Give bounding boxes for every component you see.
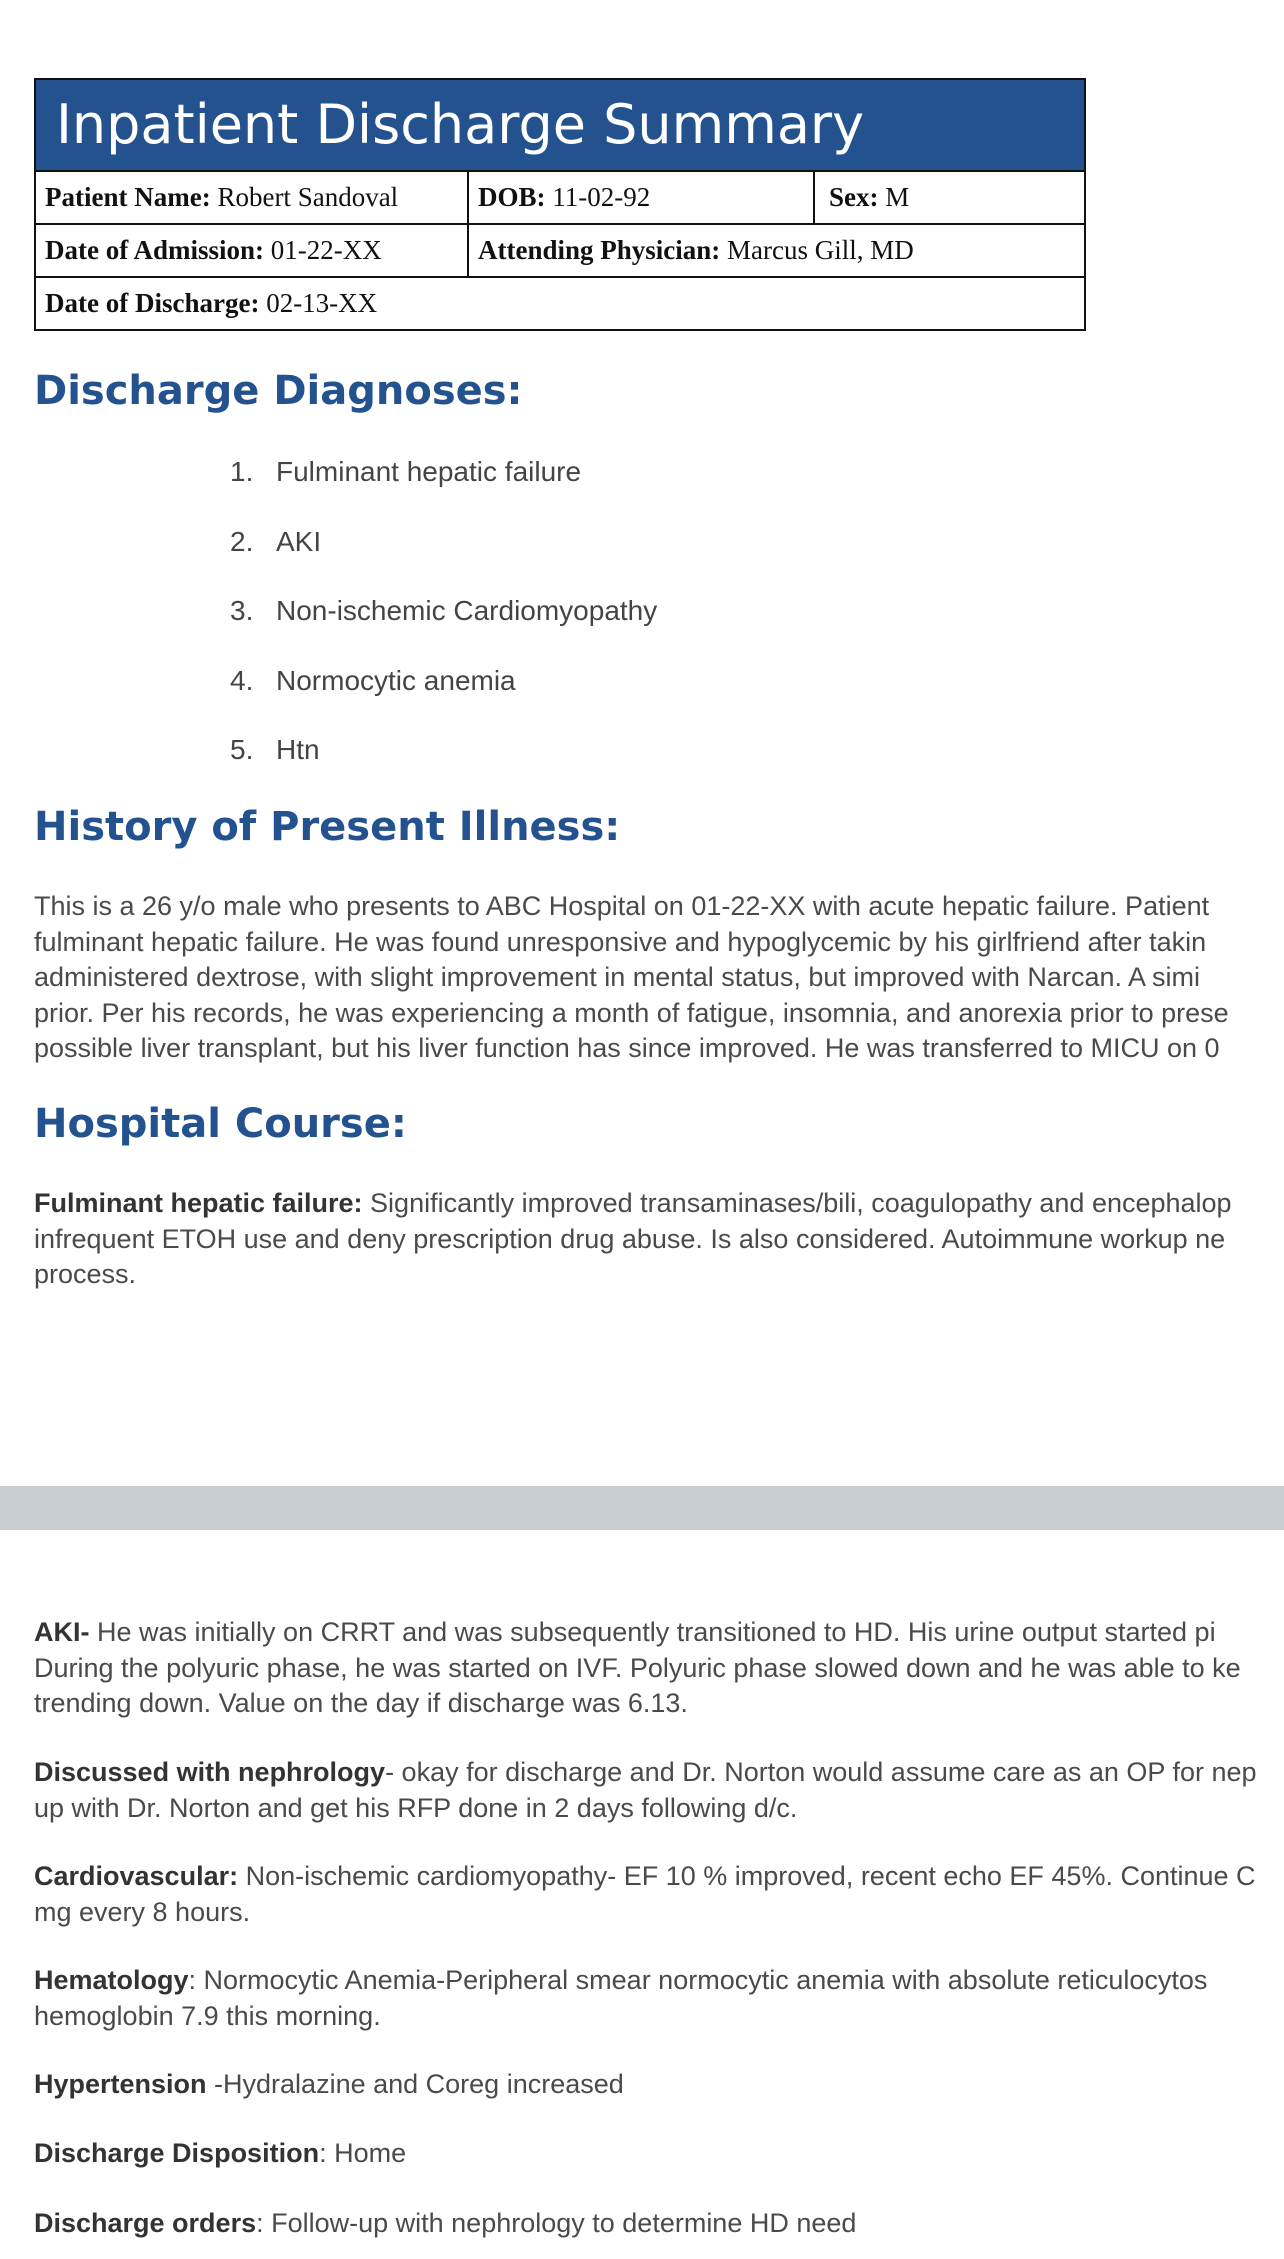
hypertension-text: -Hydralazine and Coreg increased <box>206 2069 624 2099</box>
list-number: 5. <box>230 734 254 765</box>
aki-label: AKI- <box>34 1617 90 1647</box>
discharge-date-value: 02-13-XX <box>259 288 378 318</box>
discharge-date-label: Date of Discharge: <box>45 288 260 318</box>
aki-line: trending down. Value on the day if discharge was 6.13. <box>34 1688 688 1718</box>
sex-label: Sex: <box>829 182 879 212</box>
hospital-course-heading: Hospital Course: <box>34 1101 407 1147</box>
fhf-line: process. <box>34 1259 137 1289</box>
aki-line <box>34 1615 1284 1651</box>
hematology-paragraph <box>34 1963 1284 2034</box>
attending-physician-label: Attending Physician: <box>478 235 721 265</box>
discharge-orders-paragraph <box>34 2206 1284 2242</box>
aki-line: During the polyuric phase, he was started on IVF. Polyuric phase slowed down and he was able to ke <box>34 1652 1241 1683</box>
nephrology-text: - okay for discharge and Dr. Norton would assume care as an OP for nep <box>385 1757 1257 1787</box>
list-number: 3. <box>230 595 254 626</box>
nephrology-paragraph <box>34 1755 1284 1826</box>
hpi-line: prior. Per his records, he was experiencing a month of fatigue, insomnia, and anorexia prior to prese <box>34 997 1229 1028</box>
hypertension-label: Hypertension <box>34 2069 207 2099</box>
dob-value: 11-02-92 <box>545 182 651 212</box>
document-title: Inpatient Discharge Summary <box>36 80 1084 170</box>
list-item <box>230 729 657 799</box>
discharge-diagnoses-list <box>230 451 657 799</box>
patient-name-value: Robert Sandoval <box>210 182 399 212</box>
sex-cell <box>813 172 1084 223</box>
fhf-line: infrequent ETOH use and deny prescription drug abuse. Is also considered. Autoimmune workup ne <box>34 1223 1226 1254</box>
discharge-disposition-text: : Home <box>319 2138 407 2168</box>
cardiovascular-line: mg every 8 hours. <box>34 1896 251 1927</box>
hematology-label: Hematology <box>34 1965 189 1995</box>
admission-date-value: 01-22-XX <box>264 235 382 265</box>
hpi-paragraph <box>34 889 1284 1067</box>
info-row-2 <box>36 223 1084 276</box>
list-item <box>230 521 657 591</box>
fulminant-hepatic-failure-paragraph <box>34 1186 1284 1293</box>
list-number: 1. <box>230 456 254 487</box>
discharge-orders-line <box>34 2206 1284 2242</box>
fhf-label: Fulminant hepatic failure: <box>34 1188 363 1218</box>
list-text: Htn <box>276 734 320 765</box>
nephrology-line <box>34 1755 1284 1791</box>
attending-physician-cell <box>467 225 1084 276</box>
patient-name-label: Patient Name: <box>45 182 211 212</box>
discharge-disposition-line <box>34 2136 1284 2172</box>
info-row-3 <box>36 276 1084 329</box>
list-item <box>230 590 657 660</box>
fhf-line <box>34 1186 1284 1222</box>
discharge-diagnoses-heading: Discharge Diagnoses: <box>34 368 523 414</box>
attending-physician-value: Marcus Gill, MD <box>720 235 914 265</box>
hematology-line: hemoglobin 7.9 this morning. <box>34 2000 381 2031</box>
hpi-line: administered dextrose, with slight improvement in mental status, but improved with Narcan. A simi <box>34 962 1200 992</box>
hpi-line: fulminant hepatic failure. He was found unresponsive and hypoglycemic by his girlfriend after takin <box>34 926 1207 957</box>
hematology-text: : Normocytic Anemia-Peripheral smear normocytic anemia with absolute reticulocytos <box>188 1965 1208 1995</box>
patient-info-table <box>34 78 1086 331</box>
hypertension-paragraph <box>34 2067 1284 2103</box>
list-number: 2. <box>230 525 254 557</box>
info-row-1 <box>36 170 1084 223</box>
hpi-heading: History of Present Illness: <box>34 804 621 850</box>
list-text: Fulminant hepatic failure <box>276 456 582 487</box>
hpi-line: possible liver transplant, but his liver function has since improved. He was transferred to MICU on 0 <box>34 1033 1220 1063</box>
dob-label: DOB: <box>478 182 546 212</box>
aki-paragraph <box>34 1615 1284 1722</box>
sex-value: M <box>878 182 910 212</box>
cardiovascular-label: Cardiovascular: <box>34 1861 239 1891</box>
discharge-orders-label: Discharge orders <box>34 2208 257 2238</box>
nephrology-label: Discussed with nephrology <box>34 1757 386 1787</box>
hpi-line: This is a 26 y/o male who presents to ABC Hospital on 01-22-XX with acute hepatic failure. Patient <box>34 891 1210 921</box>
list-text: Normocytic anemia <box>276 664 516 696</box>
discharge-disposition-paragraph <box>34 2136 1284 2172</box>
fhf-text: Significantly improved transaminases/bili, coagulopathy and encephalop <box>362 1188 1232 1218</box>
admission-date-cell <box>36 225 467 276</box>
cardiovascular-text: Non-ischemic cardiomyopathy- EF 10 % improved, recent echo EF 45%. Continue C <box>238 1861 1256 1891</box>
list-text: Non-ischemic Cardiomyopathy <box>276 595 658 626</box>
admission-date-label: Date of Admission: <box>45 235 265 265</box>
list-item <box>230 660 657 730</box>
hematology-line <box>34 1963 1284 1999</box>
discharge-disposition-label: Discharge Disposition <box>34 2138 320 2168</box>
list-text: AKI <box>276 525 322 557</box>
discharge-date-cell <box>36 278 1084 329</box>
nephrology-line: up with Dr. Norton and get his RFP done in 2 days following d/c. <box>34 1792 798 1823</box>
patient-name-cell <box>36 172 467 223</box>
cardiovascular-line <box>34 1859 1284 1895</box>
hypertension-line <box>34 2067 1284 2103</box>
page-separator <box>0 1486 1284 1530</box>
list-number: 4. <box>230 664 254 696</box>
list-item <box>230 451 657 521</box>
discharge-orders-text: : Follow-up with nephrology to determine HD need <box>256 2208 857 2238</box>
document-page-2 <box>0 1530 1284 2259</box>
aki-text: He was initially on CRRT and was subsequently transitioned to HD. His urine output started pi <box>89 1617 1216 1647</box>
cardiovascular-paragraph <box>34 1859 1284 1930</box>
dob-cell <box>467 172 813 223</box>
